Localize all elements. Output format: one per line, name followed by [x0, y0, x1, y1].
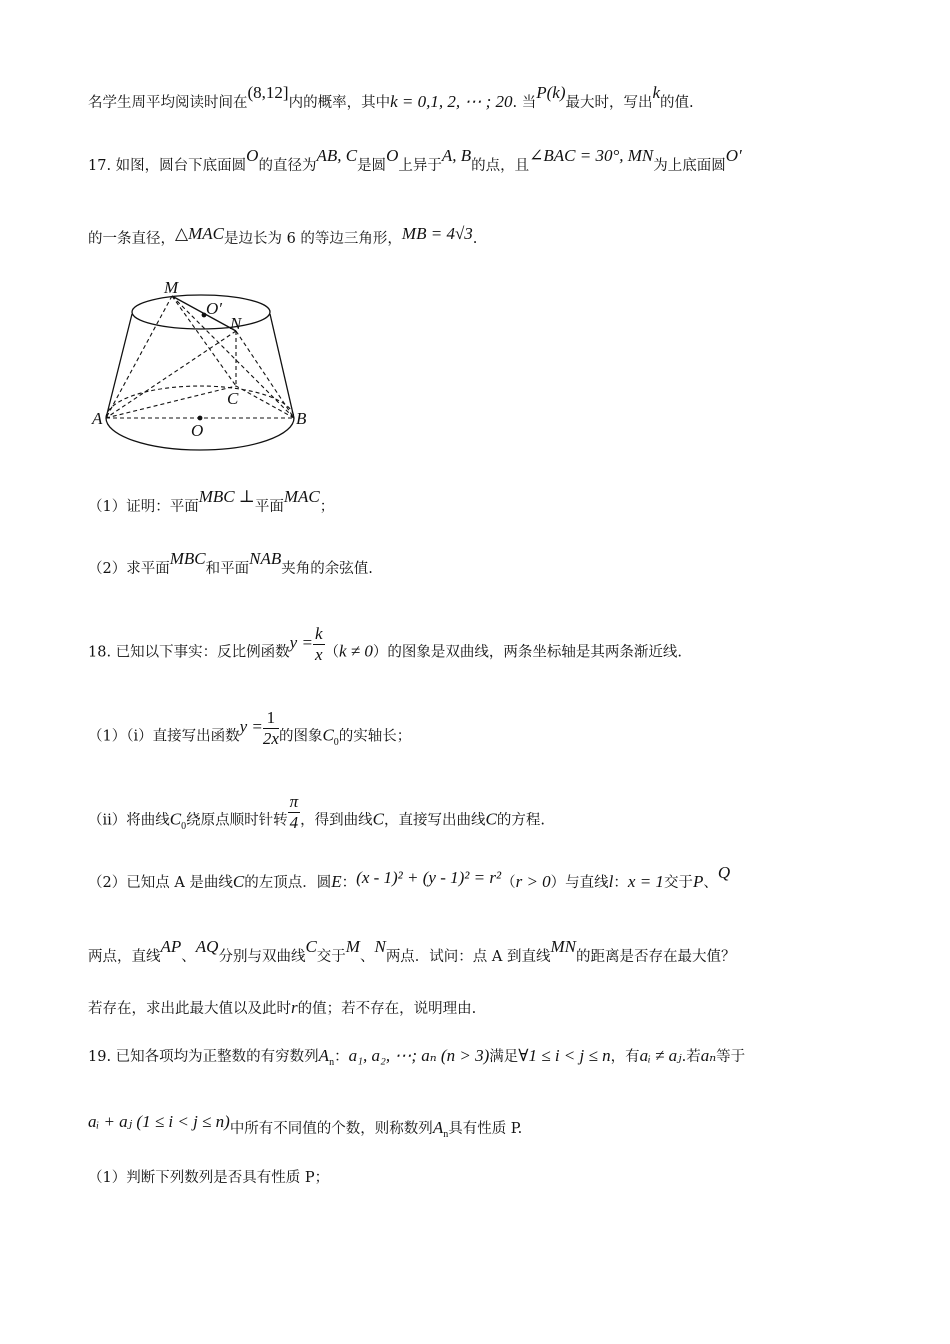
text: 交于: [663, 875, 693, 891]
math: ∀1 ≤ i < j ≤ n: [518, 1046, 611, 1065]
text: 的值.: [660, 95, 694, 111]
text: （ⅱ）将曲线: [88, 812, 170, 829]
math-k-values: k = 0,1, 2, ⋯ ; 20: [390, 92, 513, 111]
text: 具有性质 P.: [448, 1121, 523, 1137]
math: aₙ: [700, 1046, 717, 1065]
label-a: A: [92, 409, 103, 428]
text: （1）判断下列数列是否具有性质 P；: [88, 1170, 330, 1186]
label-b: B: [296, 409, 307, 428]
math: k ≠ 0: [339, 641, 373, 661]
point-o: [198, 416, 203, 421]
frustum-figure: [88, 278, 328, 454]
math-sequence: a₁, a₂, ⋯; aₙ (n > 3): [348, 1046, 490, 1065]
math: O: [386, 146, 399, 165]
text-line-1: [88, 83, 694, 113]
question-18-part-2-line-3: [88, 998, 476, 1019]
text: 、: [703, 875, 718, 891]
text: 、: [181, 949, 196, 965]
text: 的左顶点．圆: [244, 875, 332, 891]
numerator: k: [314, 624, 323, 643]
text: 夹角的余弦值.: [281, 561, 373, 577]
question-19-line-2: [88, 1112, 523, 1141]
text: .若: [681, 1049, 701, 1065]
math: A: [432, 1118, 444, 1137]
text: 是边长为 6 的等边三角形，: [223, 231, 402, 247]
text: 若存在，求出此最大值以及此时: [88, 1001, 291, 1017]
text: 的直径为: [258, 158, 317, 174]
numerator: π: [289, 792, 299, 811]
math: y =: [239, 716, 263, 736]
math: MBC ⊥: [198, 487, 255, 506]
text: 的点，且: [471, 158, 530, 174]
question-17-line-1: [88, 146, 742, 176]
question-17-part-1: [88, 487, 335, 517]
math: MAC: [283, 487, 320, 506]
question-17-part-2: [88, 549, 373, 579]
math: AB, C: [316, 146, 358, 165]
math: O: [246, 146, 259, 165]
numerator: 1: [263, 708, 279, 729]
question-19-part-1: [88, 1168, 329, 1188]
text: 19. 已知各项均为正整数的有穷数列: [88, 1049, 319, 1065]
text: . 当: [512, 95, 537, 111]
bottom-circle-back: [106, 386, 294, 418]
text: 满足: [489, 1049, 519, 1065]
text: 两点，直线: [88, 949, 161, 965]
label-o: O: [191, 421, 204, 440]
math: r: [291, 998, 298, 1017]
text: 是圆: [357, 158, 387, 174]
subscript: 0: [181, 820, 187, 832]
segment-ac: [106, 386, 236, 418]
question-18-line-1: [88, 624, 682, 673]
text: （1）（ⅰ）直接写出函数: [88, 728, 240, 745]
subscript: 0: [333, 736, 339, 748]
text: ：: [613, 875, 628, 891]
question-17-line-2: [88, 224, 478, 249]
text: 上异于: [398, 158, 442, 174]
text: 最大时，写出: [565, 95, 653, 111]
denominator: 4: [289, 813, 299, 832]
math: MB = 4√3: [401, 224, 473, 243]
math: r > 0: [515, 872, 551, 891]
math: C: [169, 809, 182, 829]
fraction-k-over-x: [313, 624, 325, 665]
question-18-part-2-line-2: [88, 937, 736, 967]
text: ：: [341, 875, 357, 891]
denominator: 2x: [262, 729, 279, 748]
math-interval: (8,12]: [247, 83, 289, 102]
math: C: [322, 725, 334, 745]
text: 的一条直径，: [88, 231, 175, 247]
text: 的方程.: [496, 812, 545, 829]
text: 、: [359, 949, 375, 965]
math: C: [485, 809, 497, 829]
text: 中所有不同值的个数，则称数列: [229, 1121, 433, 1137]
math-sum: aᵢ + aⱼ (1 ≤ i < j ≤ n): [88, 1112, 230, 1131]
segment-ma: [106, 296, 172, 418]
math: M: [345, 937, 360, 956]
text: 等于: [716, 1049, 746, 1065]
math: O′: [725, 146, 742, 165]
math: y =: [289, 632, 313, 652]
text: ；: [319, 499, 335, 515]
math: MBC: [169, 549, 206, 568]
math: N: [374, 937, 386, 956]
text: .: [472, 231, 478, 247]
text: 内的概率，其中: [288, 95, 391, 111]
label-o-prime: O′: [206, 299, 222, 318]
math: C: [372, 809, 384, 829]
text: 为上底面圆: [653, 158, 726, 174]
denominator: x: [314, 645, 323, 664]
math: AP: [160, 937, 182, 956]
text: 绕原点顺时针转: [186, 812, 288, 829]
text: 分别与双曲线: [218, 949, 306, 965]
text: ）与直线: [550, 875, 609, 891]
text: 17. 如图，圆台下底面圆: [88, 158, 247, 174]
math: C: [232, 872, 245, 891]
math: Q: [717, 863, 731, 882]
text: 和平面: [205, 561, 250, 577]
text: ，得到曲线: [300, 812, 373, 829]
fraction-pi-over-4: [288, 792, 301, 833]
question-18-part-1-i: [88, 708, 412, 757]
math: NAB: [249, 549, 282, 568]
math: aᵢ ≠ aⱼ: [639, 1046, 682, 1065]
fraction-1-over-2x: [263, 708, 279, 749]
text: 的距离是否存在最大值？: [576, 949, 736, 965]
subscript: n: [443, 1129, 449, 1140]
text: 平面: [254, 499, 284, 515]
question-18-part-1-ii: [88, 792, 545, 841]
text: ，直接写出曲线: [384, 812, 486, 829]
math: MN: [550, 937, 577, 956]
text: （2）已知点 A 是曲线: [88, 875, 233, 891]
text: （2）求平面: [88, 561, 170, 577]
math: l: [608, 872, 614, 891]
math: AQ: [195, 937, 219, 956]
text: 交于: [316, 949, 346, 965]
text: 的图象: [278, 728, 323, 745]
math-k: k: [652, 83, 661, 102]
math: P: [692, 872, 704, 891]
question-19-line-1: [88, 1046, 745, 1069]
text: ：: [334, 1049, 349, 1065]
text: 的实轴长；: [338, 728, 412, 745]
math: △MAC: [175, 224, 224, 243]
subscript: n: [329, 1057, 335, 1068]
text: （: [501, 875, 516, 891]
math-pk: P(k): [536, 83, 566, 102]
label-n: N: [230, 314, 242, 333]
segment-nb: [236, 331, 294, 418]
math: x = 1: [627, 872, 664, 891]
question-18-part-2-line-1: [88, 863, 731, 893]
text: ，有: [610, 1049, 640, 1065]
text: 的值；若不存在，说明理由.: [297, 1001, 477, 1017]
math: A: [318, 1046, 330, 1065]
math-angle: ∠BAC = 30°, MN: [529, 146, 654, 165]
text: （: [324, 644, 339, 661]
math: C: [305, 937, 317, 956]
text: （1）证明：平面: [88, 499, 199, 515]
text: 18. 已知以下事实：反比例函数: [88, 644, 290, 661]
math: A, B: [441, 146, 472, 165]
math: E: [331, 872, 342, 891]
segment-na: [106, 331, 236, 418]
segment-bc: [236, 386, 294, 418]
segment-mc: [172, 296, 236, 386]
label-c: C: [227, 389, 239, 408]
text: ）的图象是双曲线，两条坐标轴是其两条渐近线.: [372, 644, 682, 661]
label-m: M: [164, 278, 179, 297]
text: 两点．试问：点 A 到直线: [385, 949, 551, 965]
math-circle-equation: (x - 1)² + (y - 1)² = r²: [356, 868, 502, 887]
text: 名学生周平均阅读时间在: [88, 95, 248, 111]
